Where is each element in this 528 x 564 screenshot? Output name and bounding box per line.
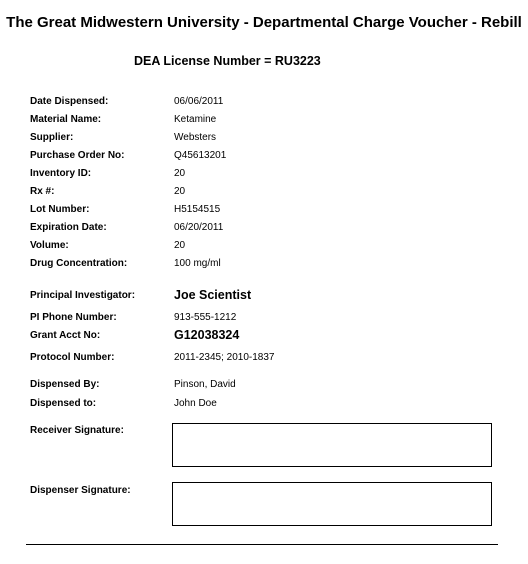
dispenser-signature-label: Dispenser Signature: xyxy=(30,485,131,496)
drug-concentration-value: 100 mg/ml xyxy=(174,258,221,269)
supplier-value: Websters xyxy=(174,132,217,143)
purchase-order-value: Q45613201 xyxy=(174,150,227,161)
inventory-id-value: 20 xyxy=(174,168,186,179)
principal-investigator-value: Joe Scientist xyxy=(174,288,252,302)
dispensed-to-value: John Doe xyxy=(174,398,217,409)
volume-label: Volume: xyxy=(30,240,69,251)
principal-investigator-label: Principal Investigator: xyxy=(30,290,136,301)
dispensed-by-label: Dispensed By: xyxy=(30,379,100,390)
pi-phone-value: 913-555-1212 xyxy=(174,312,237,323)
rx-number-value: 20 xyxy=(174,186,186,197)
purchase-order-label: Purchase Order No: xyxy=(30,150,125,161)
dispensed-to-label: Dispensed to: xyxy=(30,398,97,409)
protocol-number-value: 2011-2345; 2010-1837 xyxy=(174,352,275,363)
date-dispensed-value: 06/06/2011 xyxy=(174,96,224,107)
protocol-number-label: Protocol Number: xyxy=(30,352,115,363)
material-name-value: Ketamine xyxy=(174,114,217,125)
lot-number-label: Lot Number: xyxy=(30,204,90,215)
receiver-signature-label: Receiver Signature: xyxy=(30,425,124,436)
dea-license-number: DEA License Number = RU3223 xyxy=(134,54,321,68)
grant-acct-label: Grant Acct No: xyxy=(30,330,101,341)
drug-concentration-label: Drug Concentration: xyxy=(30,258,128,269)
rx-number-label: Rx #: xyxy=(30,186,55,197)
footer-divider xyxy=(26,544,498,545)
voucher-title: The Great Midwestern University - Departmental Charge Voucher - Rebill xyxy=(6,14,522,31)
volume-value: 20 xyxy=(174,240,186,251)
pi-phone-label: PI Phone Number: xyxy=(30,312,117,323)
expiration-date-value: 06/20/2011 xyxy=(174,222,224,233)
material-name-label: Material Name: xyxy=(30,114,102,125)
receiver-signature-box[interactable] xyxy=(172,423,492,467)
lot-number-value: H5154515 xyxy=(174,204,221,215)
dispenser-signature-box[interactable] xyxy=(172,482,492,526)
dispensed-by-value: Pinson, David xyxy=(174,379,236,390)
grant-acct-value: G12038324 xyxy=(174,328,240,342)
supplier-label: Supplier: xyxy=(30,132,74,143)
date-dispensed-label: Date Dispensed: xyxy=(30,96,109,107)
inventory-id-label: Inventory ID: xyxy=(30,168,92,179)
expiration-date-label: Expiration Date: xyxy=(30,222,107,233)
